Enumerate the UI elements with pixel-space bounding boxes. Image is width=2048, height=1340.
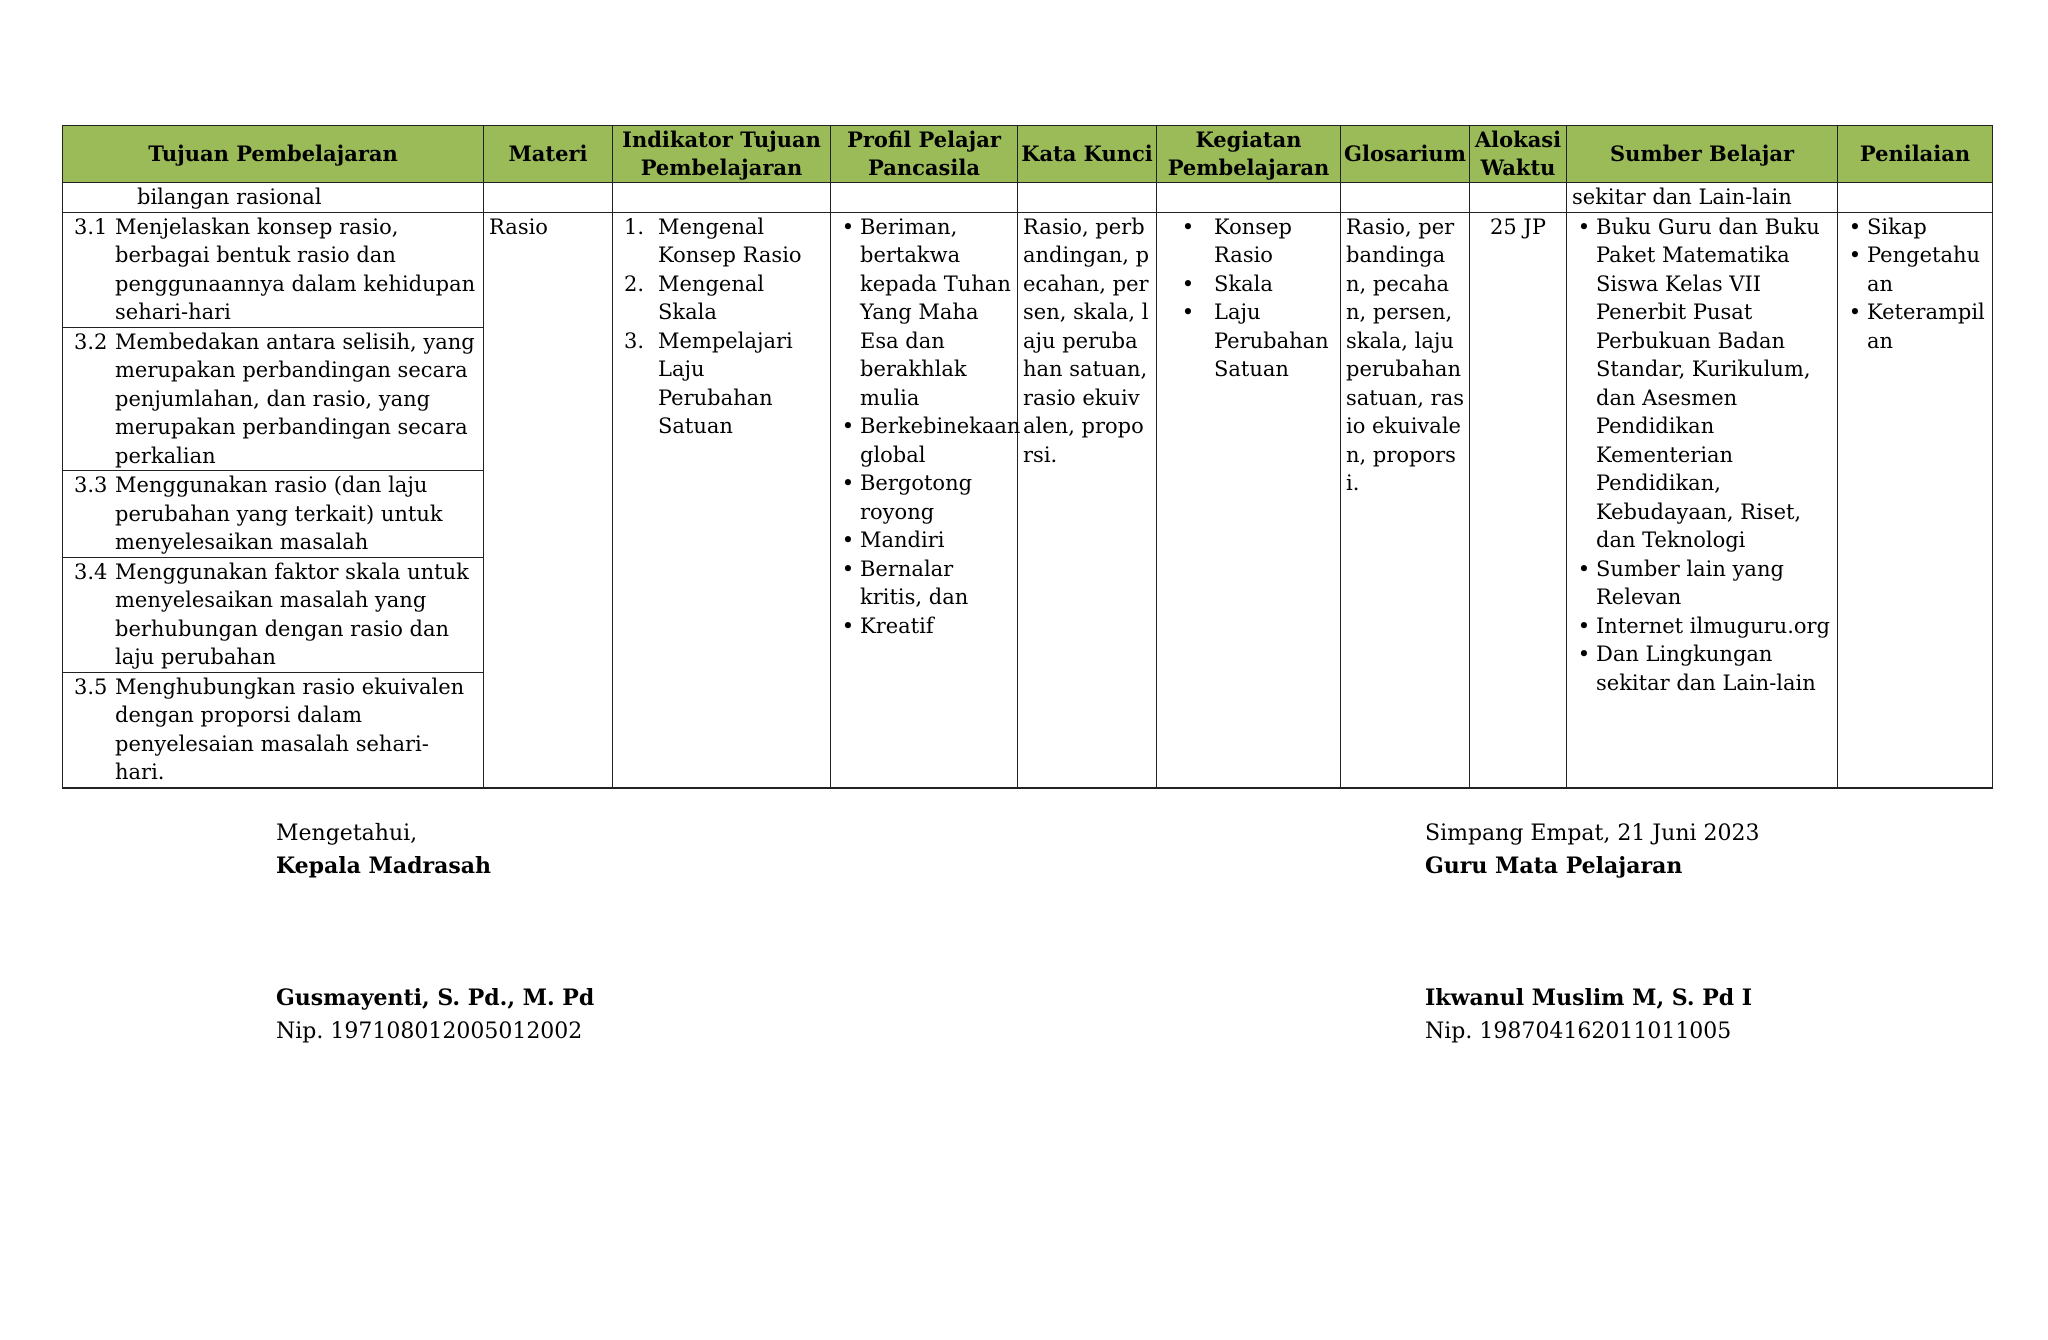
tujuan-item-number: 3.1 xyxy=(74,214,108,239)
bullet-icon: • xyxy=(841,528,855,552)
penilaian-item xyxy=(1843,298,1987,355)
bullet-icon: • xyxy=(1181,214,1195,239)
profil-item xyxy=(836,555,1012,612)
header-sumber: Sumber Belajar xyxy=(1567,126,1838,183)
sumber-item xyxy=(1572,213,1832,555)
bullet-icon: • xyxy=(1577,556,1591,581)
profil-item xyxy=(836,526,1012,555)
kegiatan-item xyxy=(1162,213,1335,270)
penilaian-list xyxy=(1843,213,1987,356)
kegiatan-item xyxy=(1162,298,1335,384)
signature-left xyxy=(276,817,594,1048)
tujuan-item xyxy=(63,557,483,672)
indikator-list xyxy=(618,213,825,441)
kegiatan-item-text: Skala xyxy=(1214,271,1273,296)
signature-left-name: Gusmayenti, S. Pd., M. Pd xyxy=(276,985,595,1011)
sumber-item-text: Dan Lingkungan sekitar dan Lain-lain xyxy=(1596,642,1816,695)
header-profil: Profil Pelajar Pancasila xyxy=(831,126,1018,183)
bullet-icon: • xyxy=(841,556,855,581)
profil-item-text: Beriman, bertakwa kepada Tuhan Yang Maha Esa dan berakhlak mulia xyxy=(860,214,1011,410)
signature-left-role: Kepala Madrasah xyxy=(276,853,492,879)
tujuan-item-text: Menjelaskan konsep rasio, berbagai bentuk rasio dan penggunaannya dalam kehidupan sehari-hari xyxy=(115,214,476,324)
bullet-icon: • xyxy=(841,414,855,438)
profil-item-text: Mandiri xyxy=(860,528,945,552)
penilaian-cell xyxy=(1838,212,1993,787)
sumber-item xyxy=(1572,640,1832,697)
tujuan-list xyxy=(63,213,483,787)
materi-cell: Rasio xyxy=(484,212,613,787)
indikator-item xyxy=(618,327,825,441)
continuation-tujuan: bilangan rasional xyxy=(63,183,484,213)
indikator-item xyxy=(618,213,825,270)
bullet-icon: • xyxy=(1848,300,1862,324)
header-penilaian: Penilaian xyxy=(1838,126,1993,183)
bullet-icon: • xyxy=(841,471,855,495)
penilaian-item-text: Keterampilan xyxy=(1867,300,1985,353)
profil-item-text: Bernalar kritis, dan xyxy=(860,556,969,609)
bullet-icon: • xyxy=(1577,613,1591,638)
glosarium-cell: Rasio, perbandingan, pecahan, persen, skala, laju perubahan satuan, rasio ekuivalen, proporsi. xyxy=(1341,212,1470,787)
tujuan-item-number: 3.2 xyxy=(74,329,108,354)
sumber-item-text: Internet ilmuguru.org xyxy=(1596,613,1830,638)
profil-cell xyxy=(831,212,1021,787)
bullet-icon: • xyxy=(1577,214,1591,239)
bullet-icon: • xyxy=(841,214,855,239)
sumber-item xyxy=(1572,555,1832,612)
tujuan-item-text: Menggunakan faktor skala untuk menyelesaikan masalah yang berhubungan dengan rasio dan laju perubahan xyxy=(115,559,469,669)
indikator-item-number: 1. xyxy=(624,214,645,239)
tujuan-item-text: Membedakan antara selisih, yang merupakan perbandingan secara penjumlahan, dan rasio, yang merupakan perbandingan secara perkalian xyxy=(115,329,475,468)
bullet-icon: • xyxy=(841,613,855,638)
header-materi: Materi xyxy=(484,126,613,183)
indikator-item-text: Mempelajari Laju Perubahan Satuan xyxy=(658,328,793,438)
kegiatan-cell xyxy=(1157,212,1341,787)
sumber-list xyxy=(1572,213,1832,698)
kegiatan-item-text: Konsep Rasio xyxy=(1214,214,1292,267)
sumber-item-text: Sumber lain yang Relevan xyxy=(1596,556,1784,609)
header-glosarium: Glosarium xyxy=(1341,126,1470,183)
bullet-icon: • xyxy=(1181,271,1195,296)
signature-right-nip: Nip. 198704162011011005 xyxy=(1425,1019,1732,1044)
tujuan-item-text: Menghubungkan rasio ekuivalen dengan proporsi dalam penyelesaian masalah sehari-hari. xyxy=(115,674,465,784)
penilaian-item xyxy=(1843,241,1987,298)
header-kata-kunci: Kata Kunci xyxy=(1018,126,1157,183)
bullet-icon: • xyxy=(1848,243,1862,267)
content-spacer-row xyxy=(63,787,1993,788)
header-tujuan: Tujuan Pembelajaran xyxy=(63,126,484,183)
tujuan-item xyxy=(63,672,483,787)
profil-item xyxy=(836,469,1012,526)
tujuan-item-number: 3.4 xyxy=(74,559,108,584)
indikator-item-number: 2. xyxy=(624,271,645,296)
profil-item xyxy=(836,412,1021,469)
tujuan-item xyxy=(63,213,483,327)
header-alokasi: Alokasi Waktu xyxy=(1470,126,1567,183)
profil-list xyxy=(836,213,1021,641)
penilaian-item xyxy=(1843,213,1987,242)
tujuan-item-number: 3.3 xyxy=(74,473,108,497)
alokasi-cell: 25 JP xyxy=(1470,212,1567,787)
tujuan-item-number: 3.5 xyxy=(74,674,108,699)
profil-item xyxy=(836,213,1012,413)
signature-left-label: Mengetahui, xyxy=(276,821,418,846)
profil-item-text: Berkebinekaan global xyxy=(860,414,1021,467)
sumber-item xyxy=(1572,612,1832,641)
profil-item-text: Bergotong royong xyxy=(860,471,973,524)
content-row xyxy=(63,212,1993,787)
penilaian-item-text: Sikap xyxy=(1867,214,1927,239)
header-indikator: Indikator Tujuan Pembelajaran xyxy=(613,126,831,183)
tujuan-item-text: Menggunakan rasio (dan laju perubahan yang terkait) untuk menyelesaikan masalah xyxy=(115,473,443,554)
indikator-cell xyxy=(613,212,831,787)
tujuan-item xyxy=(63,470,483,557)
lesson-plan-table xyxy=(62,125,1993,789)
bullet-icon: • xyxy=(1577,642,1591,666)
bullet-icon: • xyxy=(1181,300,1195,324)
signature-right-place-date: Simpang Empat, 21 Juni 2023 xyxy=(1425,821,1760,846)
header-kegiatan: Kegiatan Pembelajaran xyxy=(1157,126,1341,183)
indikator-item-number: 3. xyxy=(624,328,645,353)
tujuan-item xyxy=(63,327,483,471)
kegiatan-item xyxy=(1162,270,1335,299)
bullet-icon: • xyxy=(1848,214,1862,239)
tujuan-cell xyxy=(63,212,484,787)
kata-kunci-cell: Rasio, perbandingan, pecahan, persen, skala, laju perubahan satuan, rasio ekuivalen, proporsi. xyxy=(1018,212,1157,787)
header-row xyxy=(63,126,1993,183)
continuation-sumber: sekitar dan Lain-lain xyxy=(1567,183,1838,213)
kegiatan-list xyxy=(1162,213,1335,384)
indikator-item xyxy=(618,270,825,327)
indikator-item-text: Mengenal Konsep Rasio xyxy=(658,214,802,267)
kegiatan-item-text: Laju Perubahan Satuan xyxy=(1214,300,1329,381)
sumber-item-text: Buku Guru dan Buku Paket Matematika Siswa Kelas VII Penerbit Pusat Perbukuan Badan Standar, Kurikulum, dan Asesmen Pendidikan Kementerian Pendidikan, Kebudayaan, Riset, dan Teknologi xyxy=(1596,214,1820,552)
signature-right-name: Ikwanul Muslim M, S. Pd I xyxy=(1425,985,1753,1011)
sumber-cell xyxy=(1567,212,1838,787)
continuation-row xyxy=(63,183,1993,213)
signature-left-nip: Nip. 197108012005012002 xyxy=(276,1019,583,1044)
signature-right xyxy=(1425,817,1760,1048)
penilaian-item-text: Pengetahuan xyxy=(1867,243,1981,296)
indikator-item-text: Mengenal Skala xyxy=(658,271,765,324)
profil-item xyxy=(836,612,1012,641)
signature-right-role: Guru Mata Pelajaran xyxy=(1425,853,1683,879)
profil-item-text: Kreatif xyxy=(860,613,934,638)
